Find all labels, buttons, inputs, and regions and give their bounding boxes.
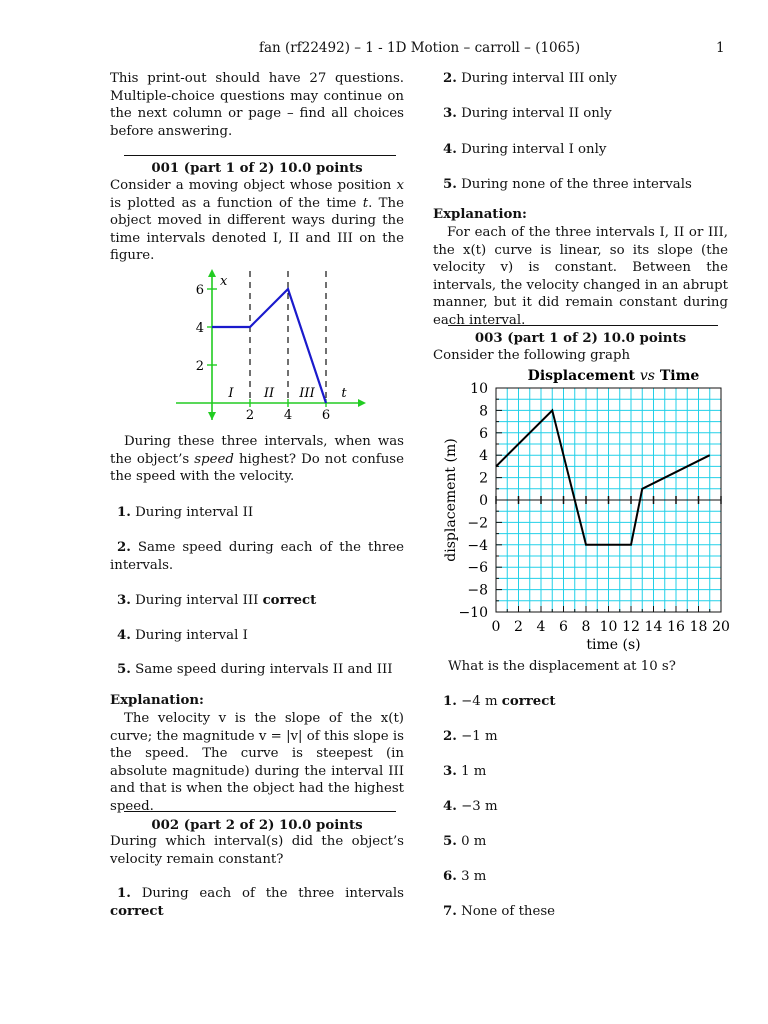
chart-title-part1: Displacement bbox=[527, 368, 640, 384]
q001-choice-2[interactable]: 2. Same speed during each of the three intervals. bbox=[110, 540, 404, 573]
chart-title-vs: vs bbox=[639, 368, 655, 384]
x-tick-label: 4 bbox=[536, 619, 546, 635]
interval-label: I bbox=[228, 386, 234, 401]
q001-prompt-a: Consider a moving object whose position bbox=[110, 178, 397, 193]
q001-prompt-var-x: x bbox=[396, 178, 404, 193]
q001-prompt-var-t: t bbox=[362, 195, 369, 211]
q002-explanation: For each of the three intervals I, II or III, the x(t) curve is linear, so its slope (the velocity v) is constant. Between the intervals, the velocity changed in an abrupt manner, but it did remain constant during each interval. bbox=[433, 225, 728, 328]
y-tick-label: 2 bbox=[195, 359, 204, 374]
x-tick-label: 2 bbox=[245, 408, 255, 423]
q003-choice-2[interactable]: 2. −1 m bbox=[443, 729, 498, 744]
q003-choice-1[interactable]: 1. −4 m correct bbox=[443, 694, 556, 709]
x-tick-label: 18 bbox=[689, 619, 708, 635]
correct-marker: correct bbox=[262, 593, 317, 608]
x-axis-label: t bbox=[341, 386, 347, 401]
q003-choice-4[interactable]: 4. −3 m bbox=[443, 799, 498, 814]
interval-label: II bbox=[263, 386, 275, 401]
q001-question-a: During these three intervals, when was the object’s bbox=[110, 434, 404, 467]
y-tick-label: 6 bbox=[195, 283, 204, 298]
q003-heading: 003 (part 1 of 2) 10.0 points bbox=[474, 331, 687, 346]
x-axis-arrow bbox=[358, 399, 366, 407]
q001-prompt-b: is plotted as a function of the time bbox=[110, 195, 363, 211]
q001-prompt bbox=[110, 177, 404, 265]
q002-choice-5[interactable]: 5. During none of the three intervals bbox=[443, 177, 692, 192]
y-axis-label: displacement (m) bbox=[443, 438, 459, 562]
q001-question-b: highest? Do not confuse the speed with the velocity. bbox=[110, 451, 404, 485]
y-tick-label: 10 bbox=[470, 381, 488, 397]
x-axis-label: time (s) bbox=[586, 637, 641, 653]
chart-title bbox=[528, 368, 700, 384]
q001-choice-4[interactable]: 4. During interval I bbox=[117, 628, 248, 643]
q003-choice-6[interactable]: 6. 3 m bbox=[443, 869, 487, 884]
y-tick-label: 6 bbox=[479, 425, 488, 442]
q003-choice-3[interactable]: 3. 1 m bbox=[443, 764, 487, 779]
intro-text: This print-out should have 27 questions. Multiple-choice questions may continue on the next column or page – find all choices before answering. bbox=[110, 71, 404, 139]
correct-marker: correct bbox=[110, 903, 164, 919]
x-tick-label: 20 bbox=[712, 619, 730, 635]
y-tick-label: 2 bbox=[479, 470, 488, 487]
page-header bbox=[0, 40, 768, 60]
q002-choice-4[interactable]: 4. During interval I only bbox=[443, 142, 607, 157]
q002-choice-2[interactable]: 2. During interval III only bbox=[443, 71, 617, 86]
q001-choice-1[interactable]: 1. During interval II bbox=[117, 505, 254, 520]
y-tick-label: −8 bbox=[467, 582, 488, 599]
x-tick-label: 16 bbox=[667, 619, 685, 635]
q001-heading: 001 (part 1 of 2) 10.0 points bbox=[151, 161, 363, 176]
q001-choice-3[interactable]: 3. During interval III correct bbox=[117, 593, 317, 608]
x-tick-label: 8 bbox=[581, 619, 591, 635]
x-tick-label: 12 bbox=[622, 619, 640, 635]
q003-question: What is the displacement at 10 s? bbox=[448, 659, 676, 674]
x-tick-label: 6 bbox=[559, 619, 568, 635]
q002-rule bbox=[124, 811, 396, 812]
q002-prompt: During which interval(s) did the object’s velocity remain constant? bbox=[110, 834, 404, 867]
y-axis-arrow-down bbox=[208, 412, 216, 420]
x-tick-label: 6 bbox=[321, 408, 331, 423]
q003-prompt: Consider the following graph bbox=[433, 348, 631, 363]
q001-rule bbox=[124, 155, 396, 156]
chart-title-part2: Time bbox=[654, 368, 700, 384]
x-tick-label: 10 bbox=[599, 619, 618, 635]
q002-choice-1[interactable]: 1. During each of the three intervals correct bbox=[110, 886, 404, 919]
interval-label: III bbox=[299, 386, 315, 401]
q001-prompt-c: . The object moved in different ways during the time intervals denoted I, II and III on the figure. bbox=[110, 195, 404, 264]
page-number: 1 bbox=[716, 40, 725, 56]
position-time-figure bbox=[170, 265, 430, 425]
q002-explanation-heading: Explanation: bbox=[433, 207, 527, 222]
y-tick-label: −10 bbox=[458, 605, 488, 621]
header-title: fan (rf22492) – 1 - 1D Motion – carroll – (1065) bbox=[259, 40, 581, 56]
q001-choice-5[interactable]: 5. Same speed during intervals II and III bbox=[117, 662, 393, 677]
y-tick-label: 8 bbox=[479, 403, 488, 420]
q002-choice-3[interactable]: 3. During interval II only bbox=[443, 106, 612, 121]
q002-heading: 002 (part 2 of 2) 10.0 points bbox=[151, 818, 363, 833]
x-tick-label: 4 bbox=[283, 408, 293, 423]
q003-choice-5[interactable]: 5. 0 m bbox=[443, 834, 487, 849]
displacement-time-chart bbox=[433, 362, 733, 657]
correct-marker: correct bbox=[501, 694, 556, 709]
y-tick-label: 4 bbox=[195, 321, 204, 336]
q001-question-emph: speed bbox=[194, 451, 234, 467]
y-tick-label: 0 bbox=[479, 493, 488, 509]
y-tick-label: −2 bbox=[467, 515, 488, 532]
y-tick-label: −4 bbox=[467, 537, 488, 554]
x-tick-label: 14 bbox=[644, 619, 663, 635]
q001-question bbox=[110, 433, 404, 486]
y-tick-label: 4 bbox=[479, 448, 488, 465]
y-tick-label: −6 bbox=[467, 560, 488, 577]
x-tick-label: 0 bbox=[491, 619, 501, 635]
q003-rule bbox=[448, 325, 718, 326]
q001-explanation-heading: Explanation: bbox=[110, 693, 204, 708]
q003-choice-7[interactable]: 7. None of these bbox=[443, 904, 556, 919]
q001-explanation: The velocity v is the slope of the x(t) curve; the magnitude v = |v| of this slope is the speed. The curve is steepest (in absolute magnitude) during the interval III and that is when the object had the highest speed. bbox=[110, 711, 404, 814]
y-axis-arrow bbox=[208, 269, 216, 277]
x-tick-label: 2 bbox=[514, 619, 523, 635]
y-axis-label: x bbox=[220, 274, 228, 289]
